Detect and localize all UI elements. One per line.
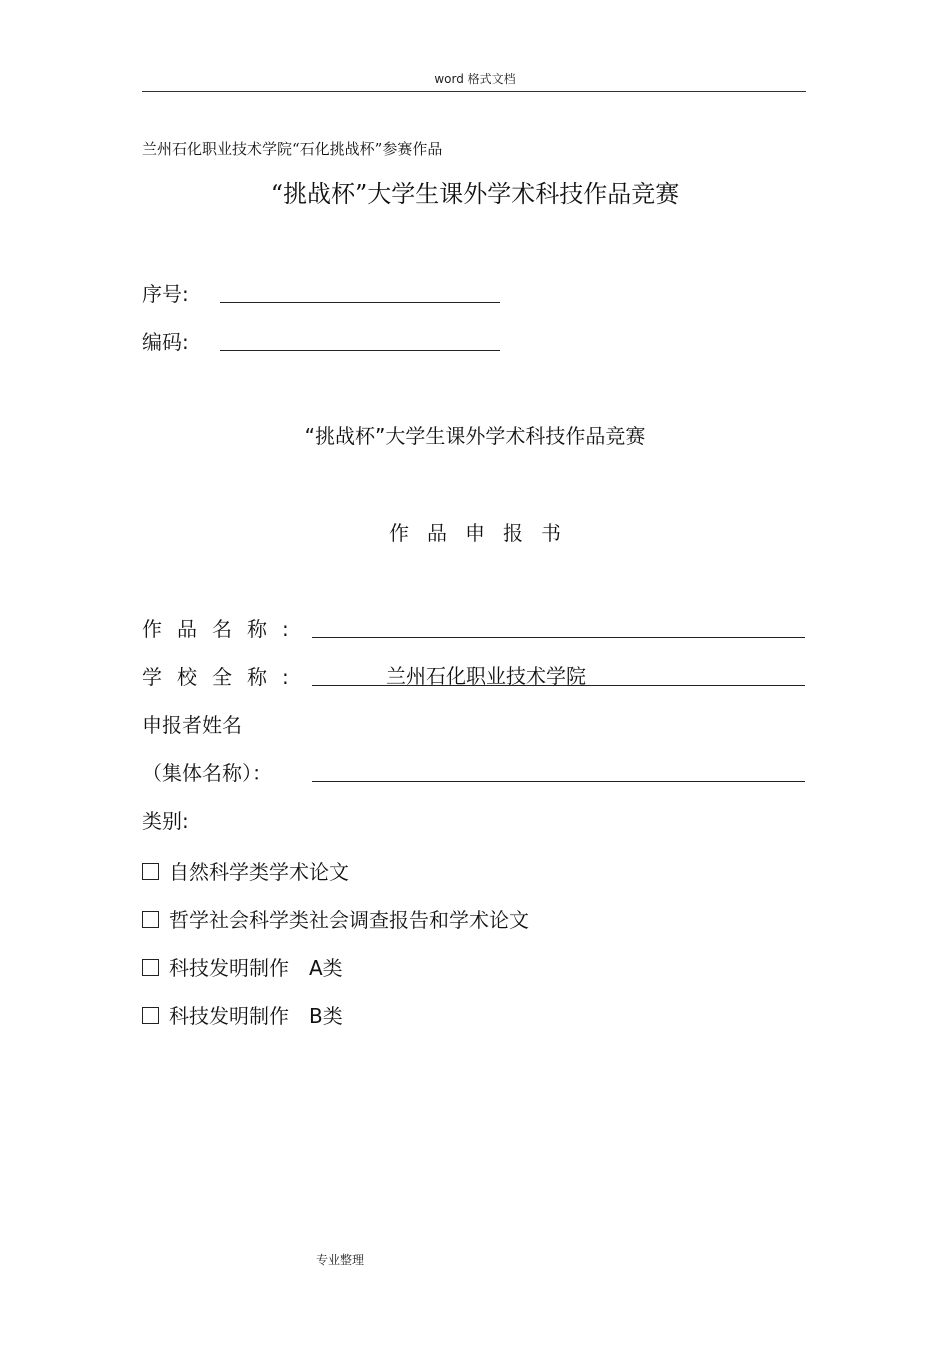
- code-label: 编码:: [142, 330, 189, 354]
- work-name-field[interactable]: [312, 637, 805, 638]
- category-option-invention-b[interactable]: [142, 1000, 343, 1029]
- serial-field[interactable]: [220, 302, 500, 303]
- checkbox-icon[interactable]: [142, 911, 159, 928]
- category-option-label: 哲学社会科学类社会调查报告和学术论文: [169, 908, 529, 932]
- work-name-label: 作品名称:: [142, 617, 304, 641]
- category-label: 类别:: [142, 809, 189, 833]
- main-title: “挑战杯”大学生课外学术科技作品竞赛: [270, 180, 680, 208]
- category-option-natural-science[interactable]: [142, 856, 349, 885]
- applicant-label-line2: （集体名称）：: [142, 761, 272, 785]
- category-option-label: 科技发明制作 A类: [169, 956, 343, 980]
- checkbox-icon[interactable]: [142, 959, 159, 976]
- school-label: 学校全称:: [142, 665, 304, 689]
- page-footer-text: 专业整理: [316, 1253, 365, 1267]
- category-option-social-science[interactable]: [142, 904, 529, 933]
- serial-label: 序号:: [142, 282, 189, 306]
- organization-line: 兰州石化职业技术学院“石化挑战杯”参赛作品: [142, 140, 443, 158]
- checkbox-icon[interactable]: [142, 863, 159, 880]
- category-option-label: 科技发明制作 B类: [169, 1004, 343, 1028]
- applicant-label-line1: 申报者姓名: [142, 713, 242, 737]
- category-option-label: 自然科学类学术论文: [169, 860, 349, 884]
- page-header-text: word 格式文档: [434, 72, 516, 86]
- school-field[interactable]: [312, 664, 805, 688]
- code-field[interactable]: [220, 350, 500, 351]
- applicant-field[interactable]: [312, 781, 805, 782]
- checkbox-icon[interactable]: [142, 1007, 159, 1024]
- category-option-invention-a[interactable]: [142, 952, 343, 981]
- header-divider: [142, 91, 806, 92]
- school-value: 兰州石化职业技术学院: [386, 664, 586, 688]
- form-title: 作品申报书: [389, 521, 579, 545]
- competition-subtitle: “挑战杯”大学生课外学术科技作品竞赛: [304, 424, 646, 448]
